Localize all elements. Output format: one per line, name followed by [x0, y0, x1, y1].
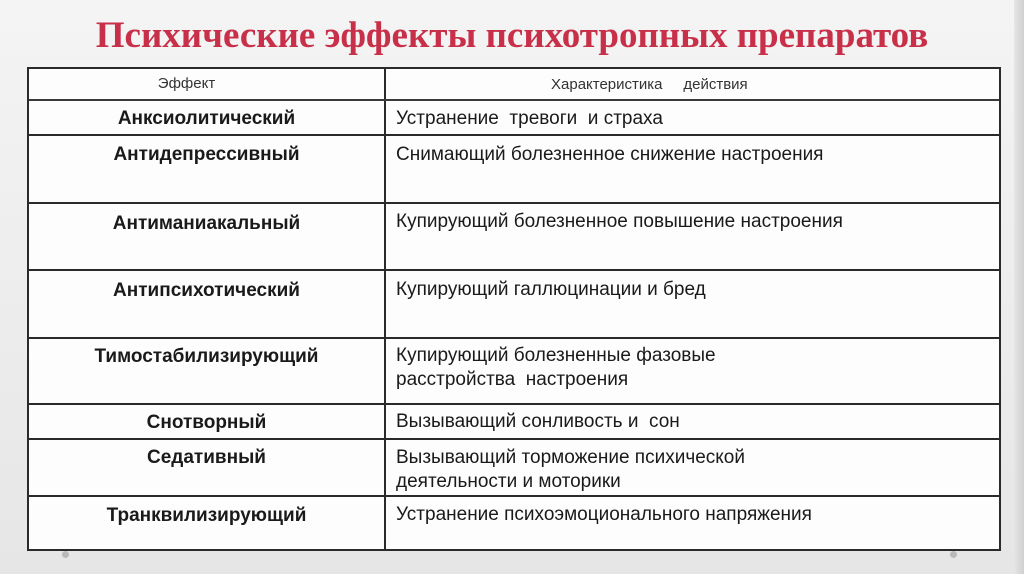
table-row [29, 271, 999, 339]
description-cell: Купирующий галлюцинации и бред [396, 279, 706, 300]
effects-table [27, 67, 1001, 551]
description-cell: Вызывающий торможение психической деятельности и моторики [396, 447, 745, 492]
table-row [29, 497, 999, 549]
description-cell: Устранение тревоги и страха [396, 108, 663, 129]
table-header-row [29, 69, 999, 101]
table-row [29, 339, 999, 405]
slide-title: Психические эффекты психотропных препаратов [95, 15, 929, 56]
description-cell: Купирующий болезненные фазовые расстройства настроения [396, 345, 716, 390]
effect-cell: Антидепрессивный [113, 144, 300, 165]
decorative-dot-right [950, 551, 957, 558]
description-cell: Купирующий болезненное повышение настроения [396, 211, 843, 232]
table-row [29, 136, 999, 204]
effect-cell: Снотворный [146, 412, 267, 433]
table-row [29, 204, 999, 271]
table-row [29, 440, 999, 497]
description-cell: Снимающий болезненное снижение настроения [396, 144, 824, 165]
effect-cell: Антипсихотический [113, 280, 300, 301]
effect-cell: Антиманиакальный [112, 213, 301, 234]
table-row [29, 101, 999, 136]
effect-cell: Тимостабилизирующий [94, 346, 319, 367]
description-cell: Вызывающий сонливость и сон [396, 411, 680, 432]
description-cell: Устранение психоэмоционального напряжения [396, 504, 812, 525]
effect-cell: Седативный [147, 447, 266, 468]
decorative-dot-left [62, 551, 69, 558]
header-effect: Эффект [157, 75, 216, 92]
table-row [29, 405, 999, 440]
header-description: Характеристика действия [551, 76, 748, 93]
effect-cell: Транквилизирующий [106, 505, 307, 526]
effect-cell: Анксиолитический [117, 108, 296, 129]
